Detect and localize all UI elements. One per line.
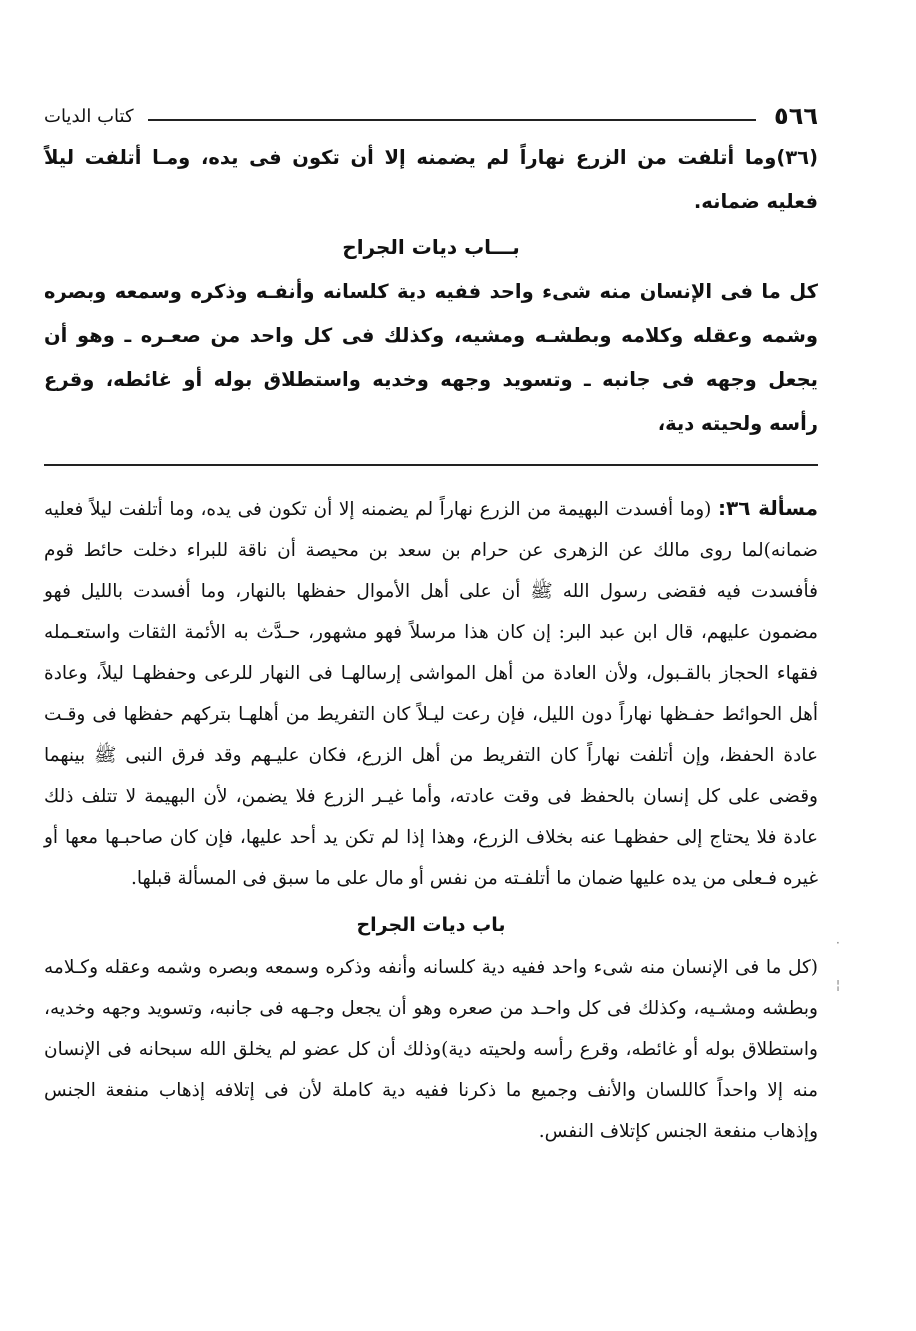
matn-section-heading: بـــاب ديات الجراح (342, 235, 520, 259)
matn-text-36: (٣٦)وما أتلفت من الزرع نهاراً لم يضمنه إلا أن تكون فى يده، ومـا أتلفت ليلاً فعليه ضمانه. (44, 146, 818, 213)
margin-speck: · (836, 936, 840, 950)
matn-text-diyat-jirah: كل ما فى الإنسان منه شىء واحد ففيه دية كلسانه وأنفـه وذكره وسمعه وبصره وشمه وعقله وكلامه وبطشـه ومشيه، وكذلك فى كل واحد من صعـره ـ وهو أن يجعل وجهه فى جانبه ـ وتسويد وجهه وخديه واستطلاق بوله أو غائطه، وقرع رأسه ولحيته دية، (44, 280, 818, 435)
sharh-section-heading: باب ديات الجراح (356, 914, 506, 936)
header-rule (148, 119, 757, 121)
masala-text: (وما أفسدت البهيمة من الزرع نهاراً لم يضمنه إلا أن تكون فى يده، وما أتلفت ليلاً فعليه ضمانه)لما روى مالك عن الزهرى عن حرام بن سعد بن محيصة أن ناقة للبراء دخلت حائط قوم فأفسدت فيه فقضى رسول الله ﷺ أن على أهل الأموال حفظها بالنهار، وما أفسدت بالليل فهو مضمون عليهم، قال ابن عبد البر: إن كان هذا مرسلاً فهو مشهور، حـدَّث به الأئمة الثقات واستعـمله فقهاء الحجاز بالقـبول، ولأن العادة من أهل المواشى إرسالهـا فى النهار للرعى وحفظهـا ليلاً، وعادة أهل الحوائط حفـظها نهاراً دون الليل، فإن رعت ليـلاً كان التفريط من أهلهـا بتركهم حفظها فى وقـت عادة الحفظ، وإن أتلفت نهاراً كان التفريط من أهل الزرع، فكان عليـهم وقد فرق النبى ﷺ بينهما وقضى على كل إنسان بالحفظ فى وقت عادته، وأما غيـر الزرع فلا يضمن، لأن البهيمة لا تتلف ذلك عادة فلا يحتاج إلى حفظهـا عنه بخلاف الزرع، وهذا إذا لم تكن يد أحد عليها، فإن كان صاحبـها معها أو غيره فـعلى من يده عليها ضمان ما أتلفـته من نفس أو مال على ما سبق فى المسألة قبلها. (44, 499, 818, 889)
masala-label: مسألة ٣٦: (718, 496, 818, 520)
margin-speck: ¦ (836, 978, 841, 992)
book-title: كتاب الديات (44, 105, 134, 127)
page-number: ٥٦٦ (774, 102, 818, 130)
page-header (44, 96, 818, 136)
matn-sharh-divider (44, 464, 818, 466)
document-page (44, 96, 818, 1296)
sharh-diyat-jirah: (كل ما فى الإنسان منه شىء واحد ففيه دية كلسانه وأنفه وذكره وسمعه وبصره وشمه وعقله وكـلامه وبطشه ومشـيه، وكذلك فى كل واحـد من صعره وهو أن يجعل وجـهه فى جانبه، وتسويد وجهه وخديه، واستطلاق بوله أو غائطه، وقرع رأسه ولحيته دية)وذلك أن كل عضو لم يخلق الله سبحانه فى الإنسان منه إلا واحداً كاللسان والأنف وجميع ما ذكرنا ففيه دية كاملة لأن فى إتلافه إذهاب منفعة الجنس وإذهاب منفعة الجنس كإتلاف النفس. (44, 957, 818, 1142)
sharh-masala-36 (44, 488, 818, 899)
